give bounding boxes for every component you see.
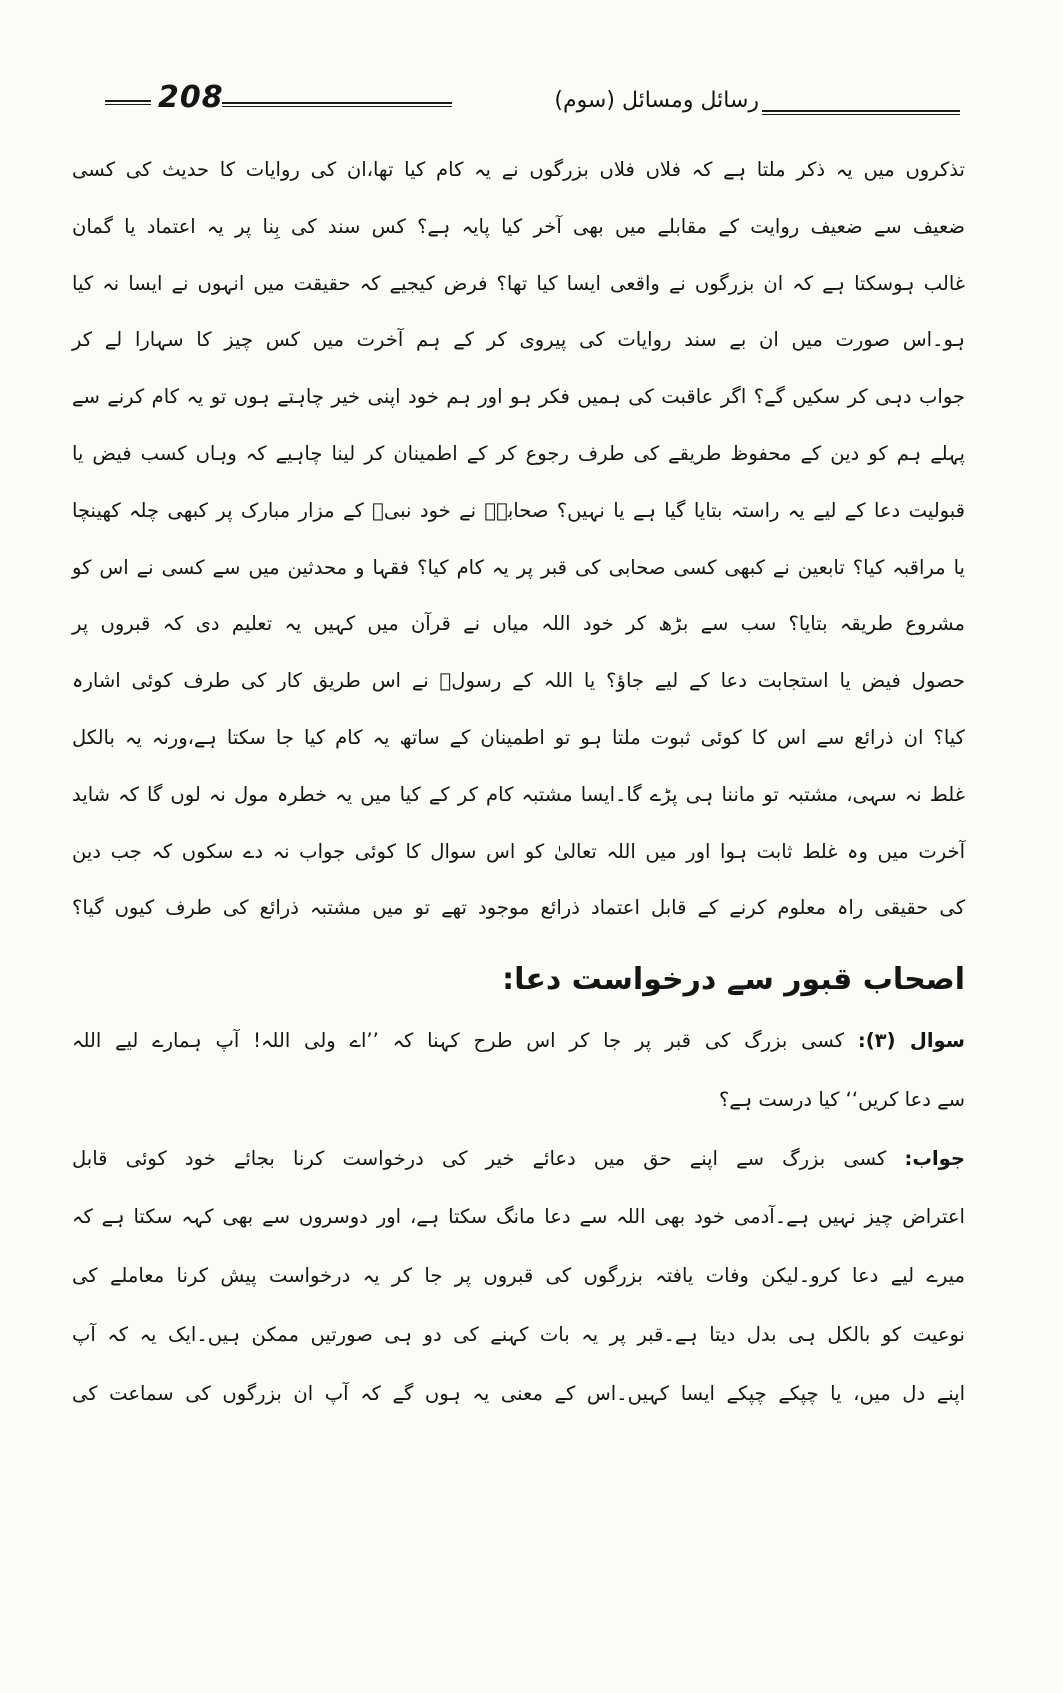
line-text: کی حقیقی راہ معلوم کرنے کے قابل اعتماد ذرائع موجود تھے تو میں مشتبہ ذرائع کی طرف کیوں گیا؟: [72, 896, 965, 920]
line-text: قبولیت دعا کے لیے یہ راستہ بتایا گیا ہے یا نہیں؟ صحابہؓ نے خود نبیؐ کے مزار مبارک پر کبھی چلہ کھینچا: [72, 498, 965, 522]
answer-line: [72, 1365, 965, 1424]
page-number: 208: [158, 80, 224, 115]
line-text: حصول فیض یا استجابت دعا کے لیے جاؤ؟ یا اللہ کے رسولؐ نے اس طریق کار کی طرف کوئی اشارہ: [72, 669, 965, 693]
line-text: جواب دہی کر سکیں گے؟ اگر عاقبت کی ہمیں فکر ہو اور ہم خود اپنی خیر چاہتے ہوں تو یہ کام کرنے سے: [72, 385, 965, 409]
body-line: [72, 426, 965, 483]
answer-line: [72, 1247, 965, 1306]
body-line: [72, 199, 965, 256]
section-heading: اصحاب قبور سے درخواست دعا:: [502, 962, 965, 997]
answer-line: [72, 1188, 965, 1247]
body-line: [72, 540, 965, 597]
body-line: [72, 767, 965, 824]
answer-text: کسی بزرگ سے اپنے حق میں دعائے خیر کی درخواست کرنا بجائے خود کوئی قابل: [72, 1146, 887, 1170]
header-rule-right: [762, 110, 960, 115]
header-rule-middle: [222, 102, 452, 107]
body-line: [72, 880, 965, 937]
line-text: ہو۔اس صورت میں ان بے سند روایات کی پیروی کر کے ہم آخرت میں کس چیز کا سہارا لے کر: [72, 328, 965, 352]
question-line: [72, 1012, 965, 1071]
body-line: [72, 142, 965, 199]
answer-text: میرے لیے دعا کرو۔لیکن وفات یافتہ بزرگوں کی قبروں پر جا کر یہ درخواست پیش کرنا معاملے کی: [72, 1264, 965, 1288]
body-line: [72, 653, 965, 710]
section: [72, 952, 965, 1008]
question-text: سے دعا کریں‘‘ کیا درست ہے؟: [718, 1087, 965, 1111]
line-text: کیا؟ ان ذرائع سے اس کا کوئی ثبوت ملتا ہو تو اطمینان کے ساتھ یہ کام کیا جا سکتا ہے،ورنہ یہ بالکل: [72, 725, 965, 749]
line-text: یا مراقبہ کیا؟ تابعین نے کبھی کسی صحابی کی قبر پر یہ کام کیا؟ فقہا و محدثین میں سے کسی نے اس کو: [72, 555, 965, 579]
header-rule-left: [105, 100, 151, 105]
answer-label: جواب:: [904, 1146, 965, 1170]
answer-line: [72, 1130, 965, 1189]
line-text: مشروع طریقہ بتایا؟ سب سے بڑھ کر خود اللہ میاں نے قرآن میں کہیں یہ تعلیم دی کہ قبروں پر: [72, 612, 965, 636]
body-line: [72, 483, 965, 540]
body-line: [72, 824, 965, 881]
body-line: [72, 596, 965, 653]
line-text: آخرت میں وہ غلط ثابت ہوا اور میں اللہ تعالیٰ کو اس سوال کا کوئی جواب نہ دے سکوں کہ جب دین: [72, 839, 965, 863]
line-text: پہلے ہم کو دین کے محفوظ طریقے کی طرف رجوع کر کے اطمینان کر لینا چاہیے کہ وہاں کسب فیض یا: [72, 441, 965, 465]
answer-text: اپنے دل میں، یا چپکے چپکے ایسا کہیں۔اس کے معنی یہ ہوں گے کہ آپ ان بزرگوں کی سماعت کی: [72, 1381, 965, 1405]
question-line: [72, 1071, 965, 1130]
line-text: تذکروں میں یہ ذکر ملتا ہے کہ فلاں فلاں بزرگوں نے یہ کام کیا تھا،ان کی روایات کا حدیث کی کسی: [72, 158, 965, 181]
book-title: رسائل ومسائل (سوم): [554, 88, 759, 113]
answer-line: [72, 1306, 965, 1365]
line-text: غالب ہوسکتا ہے کہ ان بزرگوں نے واقعی ایسا کیا تھا؟ فرض کیجیے کہ حقیقت میں انہوں نے ایسا نہ کیا: [72, 271, 965, 295]
line-content: [72, 1147, 965, 1170]
question-label: سوال (۳):: [857, 1029, 965, 1052]
body-line: [72, 256, 965, 313]
body-paragraph: [72, 142, 965, 937]
answer-text: نوعیت کو بالکل ہی بدل دیتا ہے۔قبر پر یہ بات کہنے کی دو ہی صورتیں ممکن ہیں۔ایک یہ کہ آپ: [72, 1322, 965, 1346]
answer-text: اعتراض چیز نہیں ہے۔آدمی خود بھی اللہ سے دعا مانگ سکتا ہے، اور دوسروں سے بھی کہہ سکتا ہے کہ: [72, 1205, 965, 1229]
question-text: کسی بزرگ کی قبر پر جا کر اس طرح کہنا کہ ’’اے ولی اللہ! آپ ہمارے لیے اللہ: [72, 1029, 845, 1052]
body-line: [72, 369, 965, 426]
line-text: غلط نہ سہی، مشتبہ تو ماننا ہی پڑے گا۔ایسا مشتبہ کام کر کے کیا میں یہ خطرہ مول نہ لوں گا کہ شاید: [72, 782, 965, 806]
line-content: [72, 1029, 965, 1052]
body-line: [72, 710, 965, 767]
line-text: ضعیف سے ضعیف روایت کے مقابلے میں بھی آخر کیا پایہ ہے؟ کس سند کی بِنا پر یہ اعتماد یا گمان: [72, 214, 965, 238]
question-answer: [72, 1012, 965, 1424]
body-line: [72, 312, 965, 369]
